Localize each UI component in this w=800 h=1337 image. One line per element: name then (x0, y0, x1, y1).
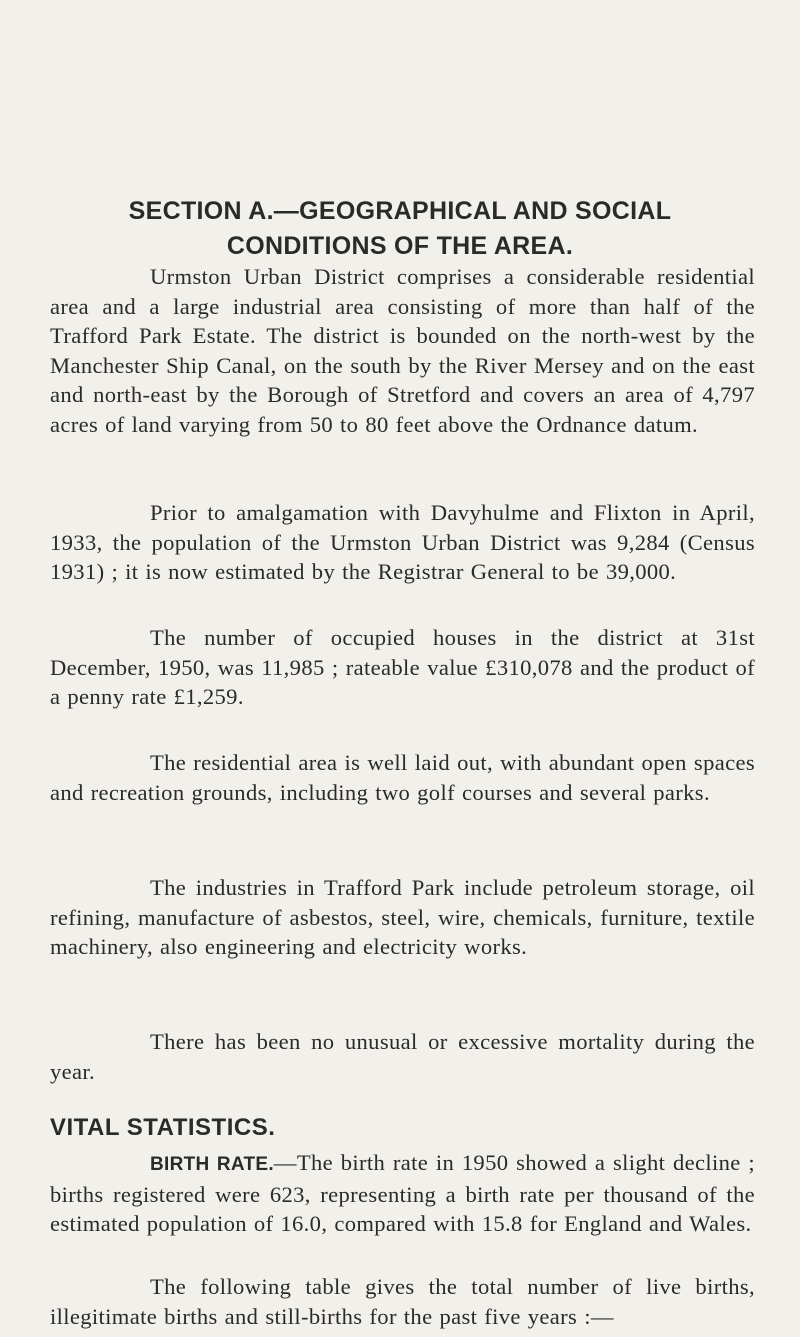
paragraph-mortality: There has been no unusual or excessive mortality during the year. (50, 1029, 755, 1084)
section-heading-line-2: CONDITIONS OF THE AREA. (226, 232, 574, 260)
paragraph-table-intro: The following table gives the total number of live births, illegitimate births and still-births for the past five years :— (50, 1274, 755, 1329)
section-heading-line-1: SECTION A.—GEOGRAPHICAL AND SOCIAL (128, 197, 672, 225)
paragraph-houses: The number of occupied houses in the district at 31st December, 1950, was 11,985 ; rateable value £310,078 and the product of a penny rate £1,259. (50, 625, 755, 710)
birth-rate-text: —The birth rate in 1950 showed a slight decline ; births registered were 623, representing a birth rate per thousand of the estimated population of 16.0, compared with 15.8 for England and Wales. (50, 1150, 756, 1237)
paragraph-residential: The residential area is well laid out, with abundant open spaces and recreation grounds, including two golf courses and several parks. (50, 750, 755, 805)
paragraph-birth-rate (50, 1148, 755, 1239)
birth-rate-label: BIRTH RATE. (150, 1154, 274, 1175)
paragraph-district: Urmston Urban District comprises a considerable residential area and a large industrial area consisting of more than half of the Trafford Park Estate. The district is bounded on the north-west by the Manchester Ship Canal, on the south by the River Mersey and on the east and north-east by the Borough of Stretford and covers an area of 4,797 acres of land varying from 50 to 80 feet above the Ordnance datum. (50, 264, 755, 437)
vital-statistics-heading: VITAL STATISTICS. (50, 1114, 276, 1141)
paragraph-industries: The industries in Trafford Park include petroleum storage, oil refining, manufacture of asbestos, steel, wire, chemicals, furniture, textile machinery, also engineering and electricity works. (50, 875, 755, 960)
paragraph-population: Prior to amalgamation with Davyhulme and Flixton in April, 1933, the population of the Urmston Urban District was 9,284 (Census 1931) ; it is now estimated by the Registrar General to be 39,000. (50, 500, 755, 585)
